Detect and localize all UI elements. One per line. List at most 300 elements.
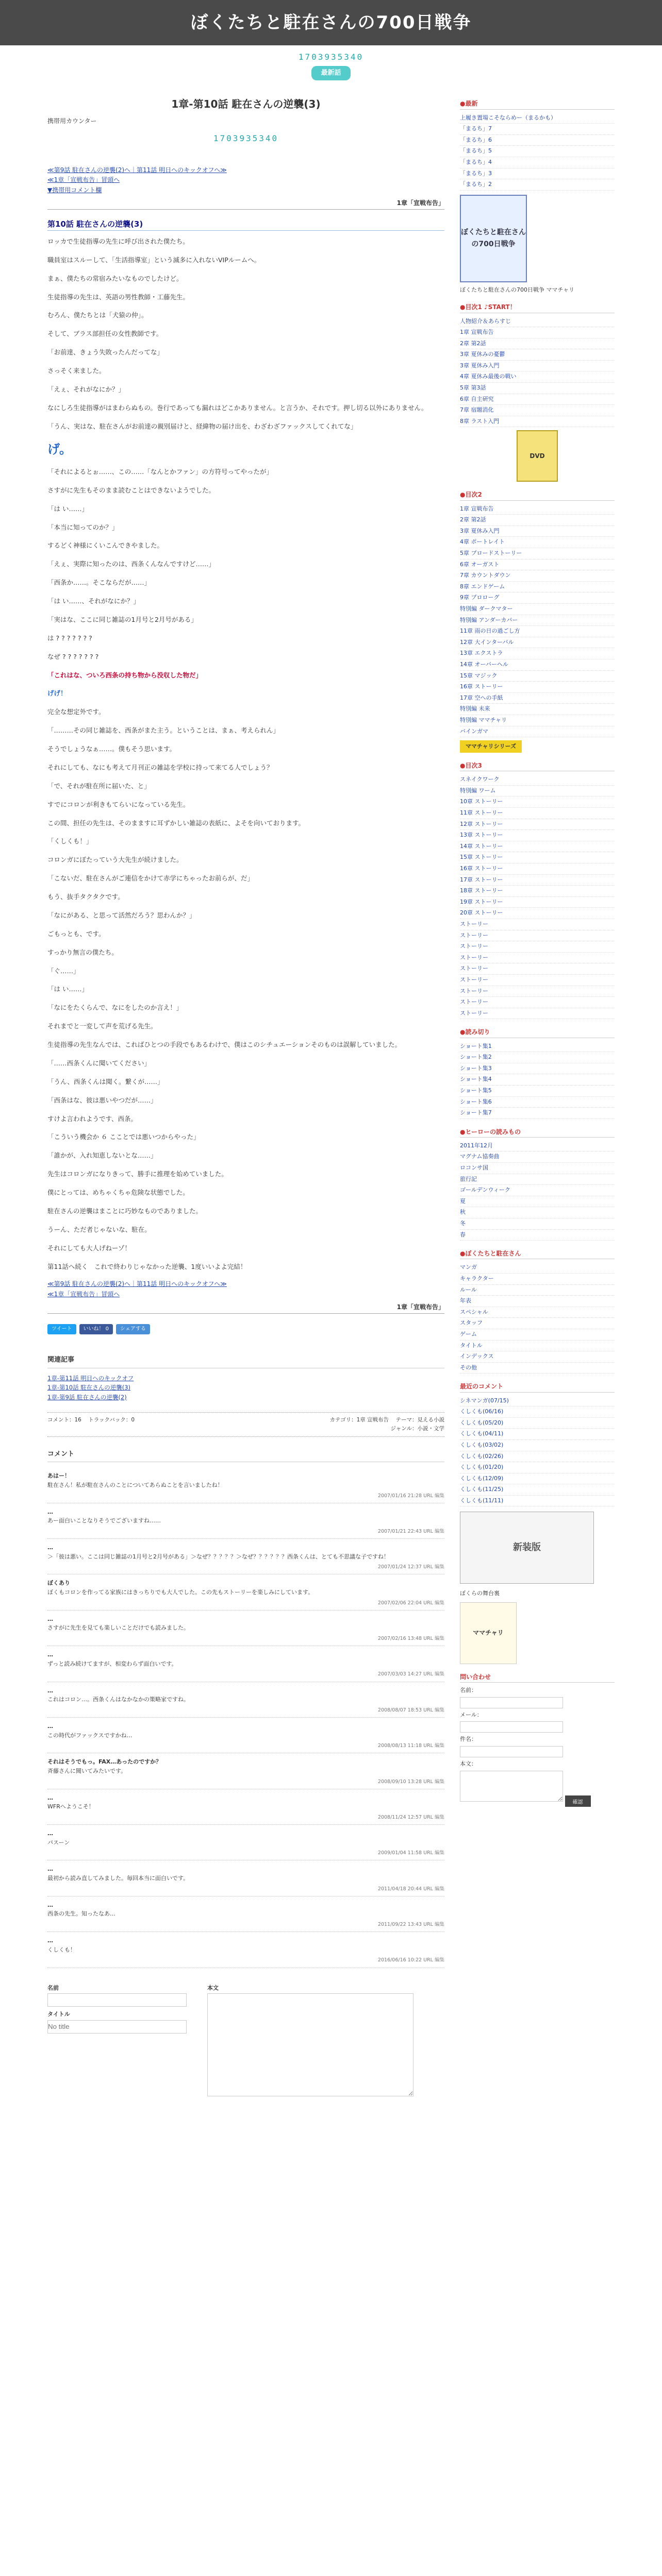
chapter6-item [460, 1307, 615, 1318]
comment-author-link[interactable]: URL [423, 1778, 433, 1785]
chapter3-link[interactable]: ストーリー [460, 954, 488, 961]
latest-item [460, 168, 615, 180]
recent-comments-heading: 最近のコメント [460, 1382, 615, 1392]
comment-edit-link[interactable]: 編集 [434, 1600, 444, 1606]
chapter2-link[interactable]: 3章 夏休み入門 [460, 527, 500, 534]
chapter2-link[interactable]: 8章 エンドゲーム [460, 583, 505, 590]
chapter2-item [460, 726, 615, 738]
comment-edit-link[interactable]: 編集 [434, 1814, 444, 1820]
latest-item [460, 124, 615, 135]
chapter3-item [460, 930, 615, 942]
tweet-button[interactable]: ツイート [47, 1324, 76, 1334]
chapter1-item [460, 405, 615, 416]
chapter2-link[interactable]: 13章 エクストラ [460, 650, 503, 657]
comment-author-link[interactable]: URL [423, 1957, 433, 1963]
comment-meta [47, 1528, 444, 1535]
dvd-banner[interactable]: DVD [517, 430, 558, 482]
latest-link[interactable]: 「まるち」3 [460, 170, 492, 177]
latest-item [460, 179, 615, 191]
comment-author-link[interactable]: URL [423, 1922, 433, 1928]
chapter3-item [460, 1008, 615, 1020]
chapter5-link[interactable]: ロコンサ国 [460, 1164, 488, 1172]
chapter6-link[interactable]: スタッフ [460, 1319, 483, 1327]
comment-edit-link[interactable]: 編集 [434, 1743, 444, 1749]
like-button[interactable]: いいね！ 0 [79, 1324, 113, 1334]
chapter3-link[interactable]: ストーリー [460, 998, 488, 1006]
comment-item [47, 1646, 444, 1682]
chapter2-link[interactable]: 11章 雨の日の過ごし方 [460, 628, 520, 635]
recent-comment-link[interactable]: くしくも(05/20) [460, 1419, 504, 1426]
chapter3-link[interactable]: ストーリー [460, 931, 488, 939]
comment-meta [47, 1635, 444, 1642]
comment-edit-link[interactable]: 編集 [434, 1957, 444, 1963]
chapter3-link[interactable]: 16章 ストーリー [460, 865, 503, 872]
comment-meta [47, 1742, 444, 1750]
entry-meta [47, 1412, 444, 1437]
chapter3-list [460, 774, 615, 1019]
chapter2-link[interactable]: 特別編 未来 [460, 705, 490, 713]
latest-link[interactable]: 「まるち」6 [460, 136, 492, 143]
chapter5-link[interactable]: 夏 [460, 1197, 466, 1205]
entry-body-3 [47, 706, 444, 1253]
name-input[interactable] [47, 1993, 187, 2007]
chapter5-link[interactable]: 2011年12月 [460, 1142, 493, 1149]
chapter3-item [460, 886, 615, 897]
chapter4-list [460, 1041, 615, 1119]
paragraph: 「……西条くんに聞いてください」 [47, 1059, 151, 1067]
recent-comment-link[interactable]: くしくも(11/25) [460, 1486, 504, 1493]
recent-comment-item [460, 1451, 615, 1463]
comment-meta [47, 1706, 444, 1714]
chapter3-link[interactable]: ストーリー [460, 976, 488, 983]
paragraph: さすがに先生もそのまま読むことはできないようでした。 [47, 486, 216, 494]
comment-text: 斉藤さんに聞いてみたいです。 [47, 1767, 127, 1774]
chapter3-link[interactable]: 15章 ストーリー [460, 854, 503, 861]
comment-date: 2008/09/10 13:28 [377, 1778, 422, 1785]
paragraph: 「で、それが駐在所に届いた、と」 [47, 782, 151, 790]
chapter5-link[interactable]: 旅行記 [460, 1175, 477, 1182]
chapter3-link[interactable]: ストーリー [460, 943, 488, 950]
chapter6-item [460, 1329, 615, 1341]
contact-body-label: 本文： [460, 1760, 477, 1768]
comment-author-link[interactable]: URL [423, 1528, 433, 1534]
chapter4-heading: ●読み切り [460, 1027, 615, 1038]
chapter6-link[interactable]: タイトル [460, 1342, 483, 1349]
recent-comment-item [460, 1473, 615, 1485]
comment-date: 2007/01/24 12:37 [377, 1564, 422, 1570]
recent-comment-link[interactable]: くしくも(03/02) [460, 1441, 504, 1448]
new-edition-banner[interactable]: 新装版 [460, 1512, 594, 1584]
recent-comment-link[interactable]: くしくも(12/09) [460, 1475, 504, 1482]
comment-edit-link[interactable]: 編集 [434, 1778, 444, 1785]
contact-mail-input[interactable] [460, 1721, 563, 1733]
author-image: ママチャリ [460, 1602, 517, 1664]
latest-item [460, 113, 615, 124]
chapter2-link[interactable]: バインガマ [460, 727, 488, 735]
comment-text: 最初から読み直してみました。毎回本当に面白いです。 [47, 1875, 189, 1882]
chapter2-link[interactable]: 9章 プロローグ [460, 594, 500, 601]
chapter-top-link[interactable]: ≪1章「宣戦布告」冒頭へ [47, 176, 120, 184]
paragraph: 「なにをたくらんで、なにをしたのか言え！」 [47, 1004, 183, 1012]
author-label: ぼくらの舞台裏 [460, 1590, 500, 1597]
chapter6-link[interactable]: インデックス [460, 1353, 494, 1360]
chapter6-link[interactable]: ルール [460, 1286, 477, 1293]
contact-submit-button[interactable]: 確認 [565, 1795, 591, 1807]
chapter3-item [460, 852, 615, 863]
paragraph: それにしても大人げねーゾ！ [47, 1244, 131, 1252]
chapter3-link[interactable]: ストーリー [460, 987, 488, 994]
comment-edit-link[interactable]: 編集 [434, 1707, 444, 1713]
chapter2-link[interactable]: 6章 オーガスト [460, 561, 500, 568]
recent-comment-item [460, 1429, 615, 1440]
chapter2-link[interactable]: 特別編 アンダーカバー [460, 616, 518, 623]
paragraph: 「………その同じ雑誌を、西条がまた主う。ということは、まぁ、考えられん」 [47, 726, 280, 735]
chapter6-link[interactable]: スペシャル [460, 1308, 488, 1315]
paragraph: 「西条か……。そこならだが……」 [47, 579, 151, 587]
chapter1-link[interactable]: 5章 第3話 [460, 384, 486, 392]
chapter5-link[interactable]: 秋 [460, 1209, 466, 1216]
comment-meta [47, 1849, 444, 1857]
chapter3-link[interactable]: ストーリー [460, 921, 488, 928]
comments-heading: コメント [47, 1449, 444, 1463]
comment-text: この時代がファックスですかね… [47, 1732, 133, 1739]
comment-text: 西条の先生。知ったなあ… [47, 1910, 115, 1918]
access-counter: 1703935340 [298, 52, 364, 62]
share-button[interactable]: シェアする [116, 1324, 150, 1334]
chapter1-link[interactable]: 人物紹介＆あらすじ [460, 317, 511, 325]
chapter5-item [460, 1141, 615, 1152]
chapter3-item [460, 841, 615, 853]
latest-link[interactable]: 「まるち」2 [460, 181, 492, 188]
latest-link[interactable]: 上履き置場こそならめー（まるかも） [460, 114, 556, 121]
chapter3-link[interactable]: 14章 ストーリー [460, 842, 503, 850]
chapter5-link[interactable]: 春 [460, 1231, 466, 1238]
recent-comment-link[interactable]: シネマンガ(07/15) [460, 1397, 509, 1404]
chapter3-link[interactable]: スネイクワーク [460, 776, 500, 783]
chapter4-item [460, 1063, 615, 1075]
comment-date: 2007/01/21 22:43 [377, 1528, 422, 1534]
chapter3-link[interactable]: 13章 ストーリー [460, 832, 503, 839]
chapter5-link[interactable]: マグナム協奏曲 [460, 1153, 500, 1160]
comment-text: さすがに先生を見ても楽しいことだけでも読みました。 [47, 1624, 189, 1632]
chapter1-item [460, 416, 615, 428]
recent-comments-list [460, 1396, 615, 1507]
paragraph: そして、ブラス部担任の女性教師です。 [47, 330, 163, 338]
title-label: タイトル [47, 2011, 70, 2018]
trackback-count[interactable]: トラックバック：0 [88, 1416, 135, 1423]
latest-heading: ●最新 [460, 99, 615, 109]
contact-mail-label: メール： [460, 1711, 483, 1718]
chapter3-link[interactable]: 特別編 ワーム [460, 787, 496, 794]
recent-comment-link[interactable]: くしくも(01/20) [460, 1464, 504, 1471]
comment-text: ＞「彼は悪い。ここは同じ雑誌の1月号と2月号がある」＞なぜ？？？？？＞なぜ？？？？？？西条くんは、とても不思議な子ですね！ [47, 1553, 389, 1560]
chapter3-item [460, 875, 615, 886]
related-link[interactable]: 1章-第10話 駐在さんの逆襲(3) [47, 1384, 131, 1392]
chapter3-link[interactable]: 19章 ストーリー [460, 898, 503, 905]
latest-item [460, 157, 615, 168]
chapter3-item [460, 786, 615, 797]
comment-meta [47, 1670, 444, 1678]
contact-heading: 問い合わせ [460, 1672, 615, 1683]
comment-item [47, 1825, 444, 1860]
comment-name: … [47, 1508, 53, 1515]
comment-author-link[interactable]: URL [423, 1493, 433, 1499]
chapter3-item [460, 897, 615, 908]
chapter3-item [460, 908, 615, 919]
chapter4-link[interactable]: ショート集6 [460, 1098, 492, 1105]
chapter2-link[interactable]: 12章 大インターバル [460, 638, 514, 646]
chapter-top-link-bottom[interactable]: ≪1章「宣戦布告」冒頭へ [47, 1290, 120, 1298]
comment-name: ぼくあり [47, 1580, 70, 1587]
comment-author-link[interactable]: URL [423, 1743, 433, 1749]
comment-author-link[interactable]: URL [423, 1564, 433, 1570]
comment-edit-link[interactable]: 編集 [434, 1528, 444, 1534]
main-column [47, 91, 444, 2100]
chapter2-link[interactable]: 15章 マジック [460, 672, 498, 679]
chapter4-item [460, 1097, 615, 1108]
chapter1-link[interactable]: 2章 第2話 [460, 340, 486, 347]
paragraph: 「お前達、きょう失敗ったんだってな」 [47, 348, 164, 357]
chapter3-item [460, 997, 615, 1008]
recent-comment-link[interactable]: くしくも(04/11) [460, 1430, 504, 1437]
chapter-label-bottom[interactable]: 1章「宣戦布告」 [47, 1302, 444, 1314]
latest-link[interactable]: 「まるち」4 [460, 158, 492, 165]
chapter2-link[interactable]: 17章 空への手紙 [460, 694, 503, 701]
chapter3-link[interactable]: ストーリー [460, 965, 488, 972]
chapter2-link[interactable]: 14章 オーバーヘル [460, 660, 508, 668]
comment-author-link[interactable]: URL [423, 1671, 433, 1677]
chapter1-item [460, 371, 615, 383]
chapter6-link[interactable]: 年表 [460, 1297, 471, 1304]
paragraph: 「えぇ、それがなにか？」 [47, 385, 125, 393]
chapter3-link[interactable]: 11章 ストーリー [460, 809, 503, 817]
recent-comment-item [460, 1484, 615, 1496]
chapter2-link[interactable]: 16章 ストーリー [460, 683, 503, 690]
chapter2-link[interactable]: 特別編 ママチャリ [460, 716, 507, 723]
chapter5-item [460, 1185, 615, 1196]
chapter5-item [460, 1196, 615, 1208]
recent-comment-link[interactable]: くしくも(02/26) [460, 1452, 504, 1460]
chapter3-link[interactable]: ストーリー [460, 1009, 488, 1016]
episode-nav-bottom [47, 1279, 444, 1299]
chapter2-item [460, 648, 615, 659]
chapter3-link[interactable]: 20章 ストーリー [460, 909, 503, 917]
comment-meta [47, 1885, 444, 1893]
comment-edit-link[interactable]: 編集 [434, 1850, 444, 1856]
paragraph: コロンガにぼたっていう大先生が続けました。 [47, 856, 183, 864]
chapter4-link[interactable]: ショート集2 [460, 1054, 492, 1061]
chapter1-link[interactable]: 7章 宿題消化 [460, 406, 494, 414]
paragraph: 「は い……、それがなにか？」 [47, 597, 140, 605]
contact-name-input[interactable] [460, 1697, 563, 1708]
comment-item [47, 1503, 444, 1539]
chapter1-list [460, 316, 615, 428]
latest-link[interactable]: 「まるち」5 [460, 147, 492, 155]
chapter2-link[interactable]: 5章 ブロードストーリー [460, 550, 522, 557]
chapter5-item [460, 1174, 615, 1185]
recent-comment-link[interactable]: くしくも(11/11) [460, 1497, 504, 1504]
comment-edit-link[interactable]: 編集 [434, 1671, 444, 1677]
related-link[interactable]: 1章-第9話 駐在さんの逆襲(2) [47, 1393, 127, 1401]
book-cover-image[interactable]: ぼくたちと駐在さんの700日戦争 [460, 195, 527, 282]
paragraph: なぜ ? ? ? ? ? ? ? [47, 652, 99, 660]
paragraph: 先生はコロンガになりきって、勝手に推理を始めていました。 [47, 1170, 228, 1178]
latest-item [460, 135, 615, 146]
paragraph: まぁ、僕たちの常宿みたいなものでしたけど。 [47, 274, 183, 282]
chapter4-link[interactable]: ショート集3 [460, 1064, 492, 1072]
paragraph: それにしても、なにも考えて月刊正の雑誌を学校に持って来てる人でしょう？ [47, 763, 273, 771]
genre-link[interactable]: ジャンル：小説・文学 [390, 1425, 444, 1432]
chapter1-item [460, 327, 615, 338]
chapter4-item [460, 1074, 615, 1086]
contact-body-textarea[interactable] [460, 1771, 563, 1802]
chapter3-link[interactable]: 18章 ストーリー [460, 887, 503, 894]
comment-edit-link[interactable]: 編集 [434, 1564, 444, 1570]
chapter5-link[interactable]: 冬 [460, 1220, 466, 1227]
site-title[interactable]: ぼくたちと駐在さんの700日戦争 [190, 12, 472, 33]
comment-author-link[interactable]: URL [423, 1850, 433, 1856]
chapter6-link[interactable]: ゲーム [460, 1330, 477, 1337]
chapter1-link[interactable]: 8章 ラスト入門 [460, 417, 500, 425]
related-link[interactable]: 1章-第11話 明日へのキックオフ [47, 1374, 134, 1382]
category-link[interactable]: カテゴリ：1章 宣戦布告 [329, 1416, 389, 1423]
chapter2-link[interactable]: 1章 宣戦布告 [460, 505, 494, 512]
chapter6-link[interactable]: その他 [460, 1364, 477, 1371]
chapter2-item [460, 570, 615, 582]
contact-name-label: 名前： [460, 1687, 477, 1694]
chapter1-link[interactable]: 3章 夏休みの憂鬱 [460, 351, 505, 358]
paragraph: 「実はな、ここに同じ雑誌の1月号と2月号がある」 [47, 615, 197, 623]
chapter6-item [460, 1296, 615, 1307]
title-input[interactable] [47, 2020, 187, 2033]
chapter4-link[interactable]: ショート集7 [460, 1109, 492, 1116]
chapter2-link[interactable]: 4章 ポートレイト [460, 538, 505, 546]
chapter3-item [460, 796, 615, 808]
comment-edit-link[interactable]: 編集 [434, 1922, 444, 1928]
name-label: 名前 [47, 1984, 59, 1991]
comment-author-link[interactable]: URL [423, 1707, 433, 1713]
comment-item [47, 1753, 444, 1789]
chapter5-list [460, 1141, 615, 1241]
comment-item [47, 1467, 444, 1503]
chapter1-item [460, 338, 615, 350]
chapter1-link[interactable]: 1章 宣戦布告 [460, 329, 494, 336]
chapter2-item [460, 659, 615, 671]
prev-next-link[interactable]: ≪第9話 駐在さんの逆襲(2)へ｜第11話 明日へのキックオフへ≫ [47, 166, 227, 174]
comment-meta [47, 1814, 444, 1821]
mobile-counter-label: 携帯用カウンター [47, 117, 97, 125]
chapter2-item [460, 615, 615, 626]
chapter4-link[interactable]: ショート集1 [460, 1042, 492, 1049]
comment-edit-link[interactable]: 編集 [434, 1493, 444, 1499]
mobile-comment-link[interactable]: ▼携帯用コメント欄 [47, 186, 102, 194]
paragraph: 「西条はな、彼は悪いやつだが……」 [47, 1096, 157, 1104]
comment-text: ずっと読み続けてますが、相変わらず面白いです。 [47, 1660, 177, 1667]
paragraph: 生徒指導の先生なんでは、こればひとつの手段でもあるわけで、僕はこのシチュエーションそのものは誤解していました。 [47, 1041, 402, 1049]
comment-date: 2007/01/16 21:28 [377, 1493, 422, 1499]
entry-body [47, 236, 444, 432]
body-textarea[interactable] [207, 1993, 413, 2096]
chapter2-item [460, 715, 615, 726]
chapter1-link[interactable]: 6章 自主研究 [460, 395, 494, 402]
comment-date: 2008/08/13 11:18 [377, 1743, 422, 1749]
chapter3-item [460, 941, 615, 953]
prev-next-link-bottom[interactable]: ≪第9話 駐在さんの逆襲(2)へ｜第11話 明日へのキックオフへ≫ [47, 1280, 227, 1288]
paragraph: すでにコロンが利きもてらいになっている先生。 [47, 800, 190, 808]
share-buttons [47, 1324, 444, 1334]
chapter2-heading: ●目次2 [460, 490, 615, 500]
blue-line: げげ！ [47, 689, 67, 698]
chapter4-link[interactable]: ショート集4 [460, 1076, 492, 1083]
chapter1-item [460, 394, 615, 405]
paragraph: 「それによるとぉ……、この……「なんとかファン」の方符号ってやったが」 [47, 467, 273, 476]
chapter5-item [460, 1230, 615, 1241]
chapter3-item [460, 986, 615, 997]
contact-subject-label: 件名： [460, 1736, 477, 1743]
comment-text: WFRへようこそ！ [47, 1803, 94, 1810]
comment-item [47, 1611, 444, 1646]
comment-author-link[interactable]: URL [423, 1600, 433, 1606]
chapter5-link[interactable]: ゴールデンウィーク [460, 1187, 510, 1194]
comment-name: … [47, 1830, 53, 1837]
chapter2-item [460, 637, 615, 649]
comment-author-link[interactable]: URL [423, 1886, 433, 1892]
chapter2-link[interactable]: 2章 第2話 [460, 516, 486, 523]
chapter3-link[interactable]: 17章 ストーリー [460, 876, 503, 883]
exclamation: げ。 [47, 442, 72, 456]
comment-meta [47, 1778, 444, 1786]
contact-subject-input[interactable] [460, 1746, 563, 1757]
comment-author-link[interactable]: URL [423, 1636, 433, 1642]
chapter6-list [460, 1262, 615, 1374]
comment-count[interactable]: コメント：16 [47, 1416, 81, 1423]
chapter4-item [460, 1108, 615, 1119]
chapter4-link[interactable]: ショート集5 [460, 1087, 492, 1094]
comment-author-link[interactable]: URL [423, 1814, 433, 1820]
recent-comment-item [460, 1406, 615, 1418]
chapter3-heading: ●目次3 [460, 761, 615, 771]
chapter2-item [460, 504, 615, 515]
chapter6-link[interactable]: キャラクター [460, 1275, 494, 1282]
comment-date: 2016/06/16 10:22 [377, 1957, 422, 1963]
chapter6-link[interactable]: マンガ [460, 1264, 477, 1271]
chapter3-link[interactable]: 10章 ストーリー [460, 798, 503, 805]
chapter1-link[interactable]: 4章 夏休み最後の戦い [460, 373, 517, 380]
comment-meta [47, 1599, 444, 1607]
theme-link[interactable]: テーマ：見える小説 [395, 1416, 444, 1423]
chapter6-item [460, 1285, 615, 1296]
latest-episode-button[interactable]: 最新話 [311, 66, 350, 81]
latest-link[interactable]: 「まるち」7 [460, 125, 492, 132]
chapter1-link[interactable]: 3章 夏休み入門 [460, 362, 500, 369]
comment-meta [47, 1956, 444, 1964]
comment-meta [47, 1563, 444, 1571]
comment-meta [47, 1921, 444, 1928]
chapter2-link[interactable]: 特別編 ダークマター [460, 605, 513, 612]
chapter3-item [460, 819, 615, 831]
chapter-label[interactable]: 1章「宣戦布告」 [47, 198, 444, 210]
comment-name: … [47, 1687, 53, 1694]
comment-edit-link[interactable]: 編集 [434, 1886, 444, 1892]
comment-edit-link[interactable]: 編集 [434, 1636, 444, 1642]
recent-comment-link[interactable]: くしくも(06/16) [460, 1408, 504, 1415]
latest-list [460, 113, 615, 191]
chapter2-link[interactable]: 7章 カウントダウン [460, 572, 511, 579]
comment-text: ぼくもコロンを作ってる家族にはきっちりでも大人でした。この先もストーリーを楽しみにしています。 [47, 1589, 314, 1596]
paragraph: すけよ言われようです、西条。 [47, 1114, 138, 1123]
series-banner[interactable]: ママチャリシリーズ [460, 740, 522, 753]
chapter3-link[interactable]: 12章 ストーリー [460, 820, 503, 827]
